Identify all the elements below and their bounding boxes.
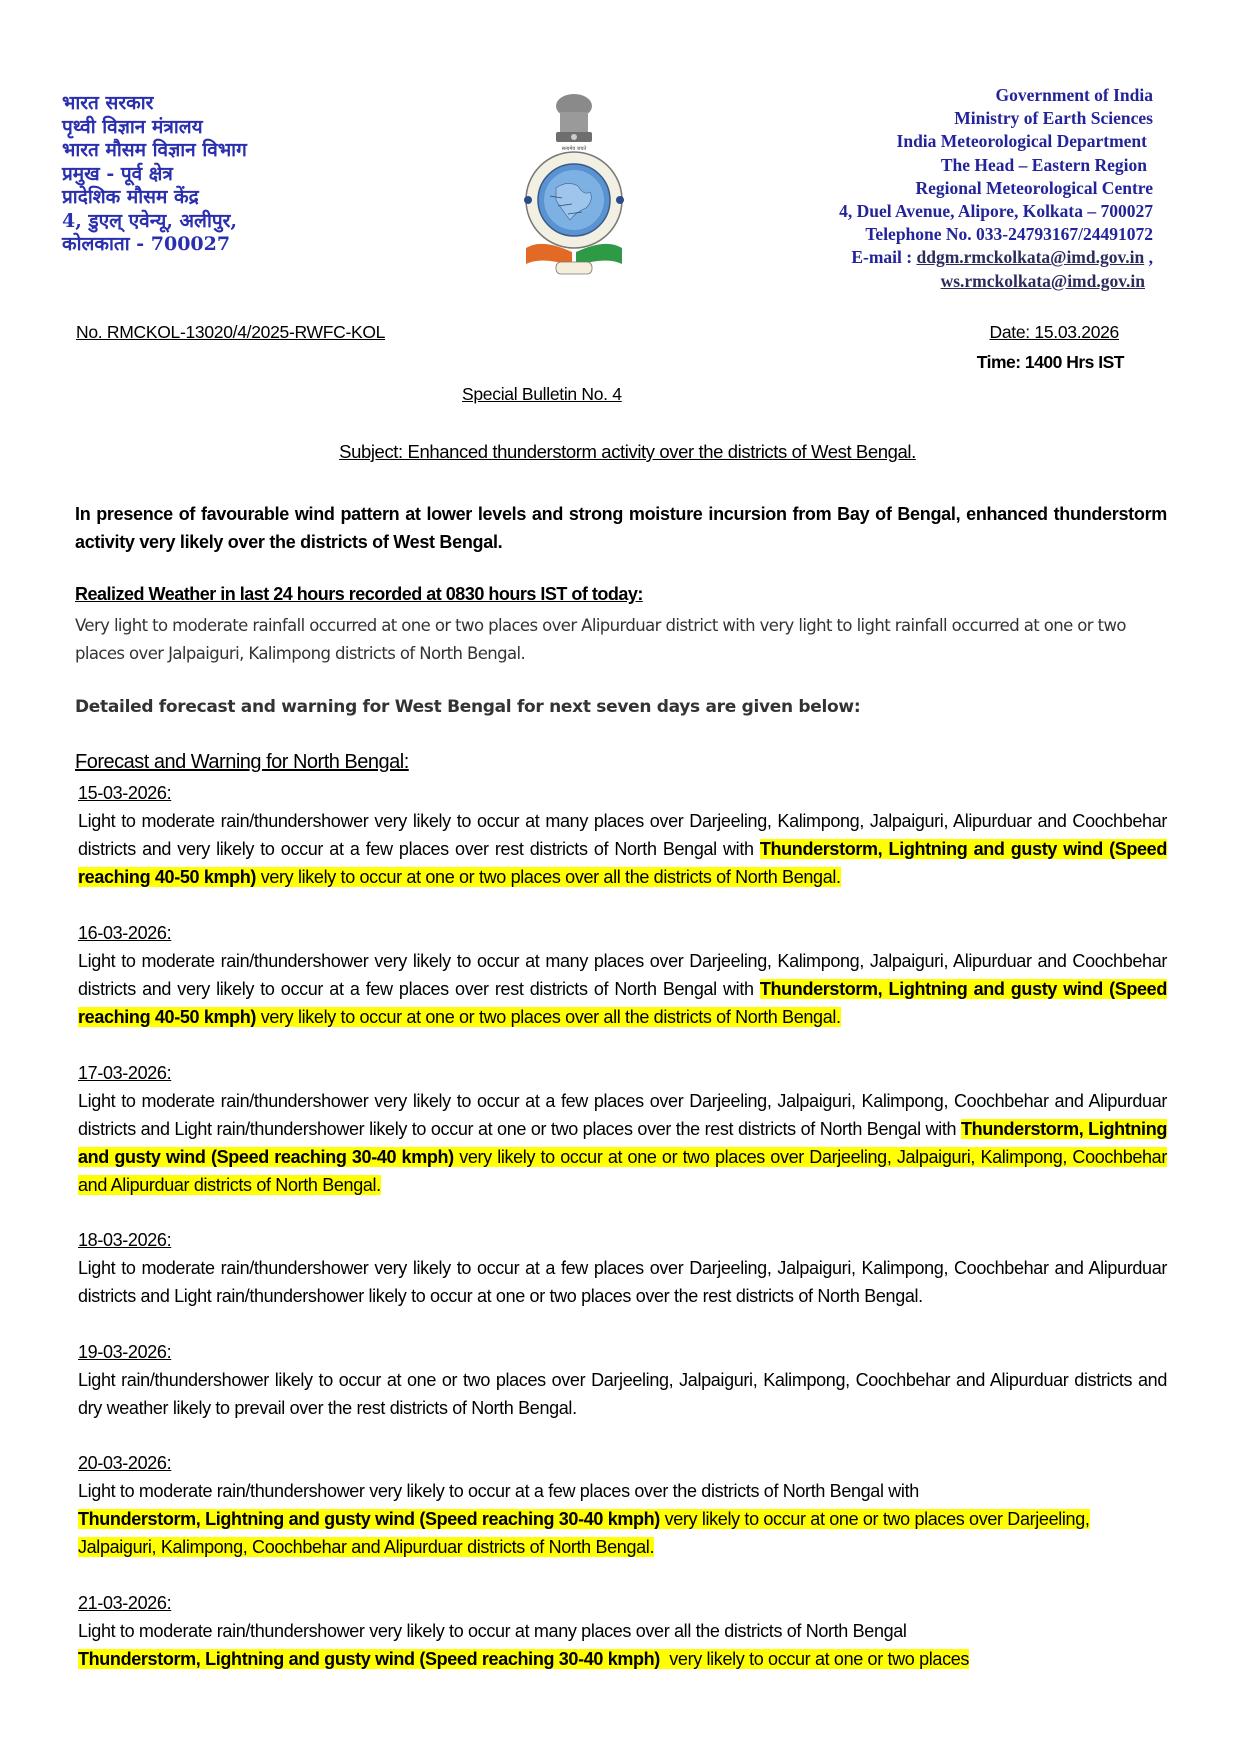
warning-highlight: Thunderstorm, Lightning and gusty wind (Speed reaching 40-50 kmph) <box>78 839 1167 887</box>
forecast-text <box>78 807 1167 891</box>
hindi-line: 4, डुएल् एवेन्यू, अलीपुर, <box>62 209 238 232</box>
hindi-line: भारत सरकार <box>62 92 154 114</box>
warning-highlight: Thunderstorm, Lightning and gusty wind (Speed reaching 30-40 kmph) <box>78 1509 660 1529</box>
motto-text: सत्यमेव जयते <box>561 146 587 152</box>
warning-tail: very likely to occur at one or two places over Darjeeling, Jalpaiguri, Kalimpong, Coochbehar and Alipurduar districts of North Bengal. <box>78 1147 1167 1195</box>
intro-paragraph: In presence of favourable wind pattern at lower levels and strong moisture incursion from Bay of Bengal, enhanced thunderstorm activity very likely over the districts of West Bengal. <box>75 504 1167 552</box>
email-line <box>839 270 1153 293</box>
forecast-plain: Light to moderate rain/thundershower very likely to occur at many places over all the districts of North Bengal <box>78 1621 907 1641</box>
warning-tail: very likely to occur at one or two places over all the districts of North Bengal. <box>256 1007 841 1027</box>
forecast-plain: Light to moderate rain/thundershower very likely to occur at many places over Darjeeling, Kalimpong, Jalpaiguri, Alipurduar and Coochbehar districts and very likely to occur at a few places over rest districts of North Bengal with <box>78 811 1167 859</box>
telephone-line: Telephone No. 033-24793167/24491072 <box>865 224 1153 245</box>
forecast-plain: Light to moderate rain/thundershower very likely to occur at many places over Darjeeling, Kalimpong, Jalpaiguri, Alipurduar and Coochbehar districts and very likely to occur at a few places over rest districts of North Bengal with <box>78 951 1167 999</box>
hindi-line: भारत मौसम विज्ञान विभाग <box>62 139 247 161</box>
lion-capital-icon <box>556 94 592 152</box>
hindi-line: कोलकाता - 700027 <box>62 233 231 255</box>
forecast-day <box>78 1226 1167 1310</box>
detailed-forecast-heading: Detailed forecast and warning for West Bengal for next seven days are given below: <box>75 697 861 717</box>
realized-weather-heading: Realized Weather in last 24 hours recorded at 0830 hours IST of today: <box>75 584 643 604</box>
bulletin-time: Time: 1400 Hrs IST <box>976 352 1124 372</box>
org-line: Ministry of Earth Sciences <box>954 108 1153 129</box>
forecast-plain: Light to moderate rain/thundershower very likely to occur at a few places over Darjeeling, Jalpaiguri, Kalimpong, Coochbehar and Alipurduar districts and Light rain/thundershower likely to occur at one or two places over the rest districts of North Bengal with <box>78 1091 1167 1139</box>
forecast-date: 18-03-2026: <box>78 1230 172 1250</box>
email-label: E-mail : <box>851 247 917 268</box>
forecast-date: 20-03-2026: <box>78 1453 172 1473</box>
hindi-line: प्रमुख - पूर्व क्षेत्र <box>62 162 173 185</box>
email-line <box>839 246 1153 269</box>
forecast-day <box>78 1059 1167 1199</box>
forecast-text <box>78 1509 1090 1557</box>
warning-highlight: Thunderstorm, Lightning and gusty wind (Speed reaching 30-40 kmph) <box>78 1649 660 1669</box>
forecast-text: Light rain/thundershower likely to occur at one or two places over Darjeeling, Jalpaiguri, Kalimpong, Coochbehar and Alipurduar districts and dry weather likely to prevail over the rest districts of North Bengal. <box>78 1370 1167 1418</box>
forecast-text: Light to moderate rain/thundershower very likely to occur at a few places over Darjeeling, Jalpaiguri, Kalimpong, Coochbehar and Alipurduar districts and Light rain/thundershower likely to occur at one or two places over the rest districts of North Bengal. <box>78 1258 1167 1306</box>
forecast-day <box>78 919 1167 1031</box>
forecast-text <box>78 947 1167 1031</box>
hindi-line: पृथ्वी विज्ञान मंत्रालय <box>62 115 203 138</box>
email-link-ddgm[interactable]: ddgm.rmckolkata@imd.gov.in <box>916 247 1145 268</box>
forecast-day <box>78 1338 1167 1422</box>
warning-tail: very likely to occur at one or two places over Darjeeling, Jalpaiguri, Kalimpong, Coochbehar and Alipurduar districts of North Bengal. <box>78 1509 1090 1557</box>
org-line: The Head – Eastern Region <box>940 154 1147 175</box>
forecast-day <box>78 1449 1128 1561</box>
warning-tail: very likely to occur at one or two places <box>659 1649 970 1669</box>
forecast-day <box>78 779 1167 891</box>
warning-highlight: Thunderstorm, Lightning and gusty wind (Speed reaching 40-50 kmph) <box>78 979 1167 1027</box>
forecast-date: 17-03-2026: <box>78 1063 172 1083</box>
forecast-day <box>78 1589 1128 1673</box>
warning-tail: very likely to occur at one or two places over all the districts of North Bengal. <box>256 867 841 887</box>
bulletin-date: Date: 15.03.2026 <box>989 322 1119 342</box>
forecast-plain: Light to moderate rain/thundershower very likely to occur at a few places over the districts of North Bengal with <box>78 1481 919 1501</box>
org-line: India Meteorological Department <box>896 131 1147 152</box>
reference-number: No. RMCKOL-13020/4/2025-RWFC-KOL <box>76 322 386 342</box>
forecast-date: 19-03-2026: <box>78 1342 172 1362</box>
imd-emblem-icon <box>512 88 637 283</box>
bulletin-number: Special Bulletin No. 4 <box>462 384 622 404</box>
subject-line: Subject: Enhanced thunderstorm activity over the districts of West Bengal. <box>339 441 916 462</box>
hindi-line: प्रादेशिक मौसम केंद्र <box>62 186 199 208</box>
email-link-ws[interactable]: ws.rmckolkata@imd.gov.in <box>940 270 1145 291</box>
forecast-date: 16-03-2026: <box>78 923 172 943</box>
address-line: 4, Duel Avenue, Alipore, Kolkata – 700027 <box>839 201 1153 222</box>
north-bengal-heading: Forecast and Warning for North Bengal: <box>75 751 409 773</box>
forecast-date: 15-03-2026: <box>78 783 172 803</box>
org-line: Regional Meteorological Centre <box>915 177 1153 198</box>
forecast-text <box>78 1649 969 1669</box>
realized-weather-text: Very light to moderate rainfall occurred at one or two places over Alipurduar district with very light to light rainfall occurred at one or two places over Jalpaiguri, Kalimpong districts of North Bengal. <box>75 616 1126 663</box>
english-letterhead <box>839 84 1153 293</box>
org-line: Government of India <box>995 85 1153 105</box>
forecast-text <box>78 1087 1167 1199</box>
warning-highlight: Thunderstorm, Lightning and gusty wind (Speed reaching 30-40 kmph) <box>78 1119 1167 1167</box>
forecast-date: 21-03-2026: <box>78 1593 172 1613</box>
hindi-letterhead <box>62 92 247 257</box>
email-separator: , <box>1144 247 1153 268</box>
